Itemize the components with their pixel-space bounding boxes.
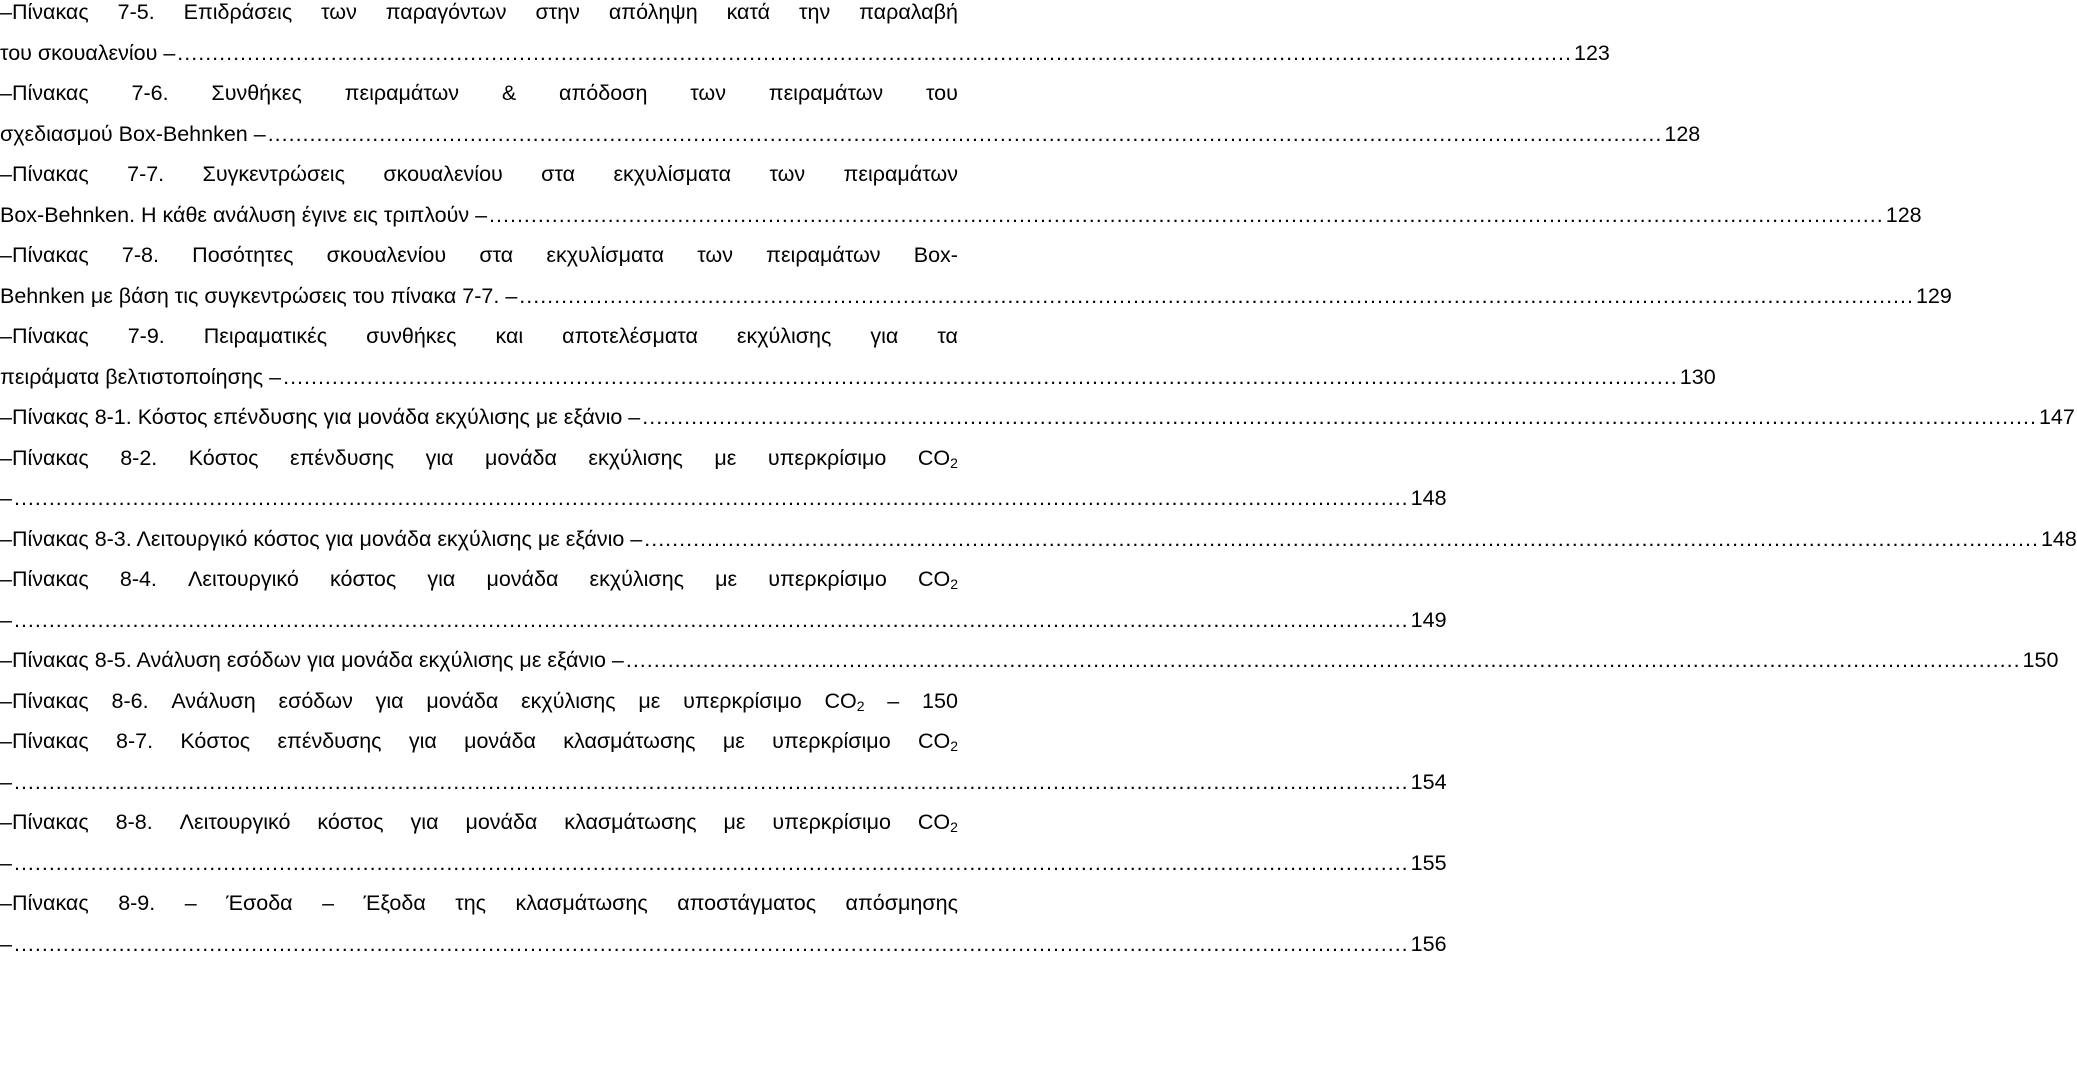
toc-word: μονάδα xyxy=(485,445,557,470)
dot-leader: ........................................................................................................................................................................................................ xyxy=(13,769,1409,794)
toc-entry-line xyxy=(0,405,2075,437)
toc-entry-line xyxy=(0,769,1447,802)
toc-word: μονάδα xyxy=(465,810,538,834)
toc-word: μονάδα xyxy=(464,729,536,753)
toc-entry-line xyxy=(0,850,1447,883)
toc-entry-line xyxy=(0,810,958,842)
toc-word: για xyxy=(410,810,439,834)
toc-word: κόστος xyxy=(317,810,384,834)
toc-word: εσόδων xyxy=(278,688,353,713)
toc-word: πειραμάτων xyxy=(344,81,460,105)
toc-word: Box- xyxy=(913,243,958,267)
toc-entry-text: – xyxy=(0,931,12,956)
toc-word: Συνθήκες xyxy=(211,81,302,105)
toc-entry-line xyxy=(0,931,1447,964)
toc-entry-line xyxy=(0,81,958,113)
dot-leader: ........................................................................................................................................................................................................ xyxy=(489,202,1884,227)
toc-entry-line xyxy=(0,324,958,356)
toc-word: των xyxy=(321,0,357,24)
toc-word: –Πίνακας xyxy=(0,162,89,186)
toc-word: τα xyxy=(937,324,958,348)
toc-word: εκχύλισης xyxy=(521,688,616,713)
toc-word: με xyxy=(722,729,745,753)
page-number: 128 xyxy=(1664,121,1701,146)
toc-word: Επιδράσεις xyxy=(183,0,293,24)
toc-word: Ποσότητες xyxy=(192,243,294,267)
toc-entry-line xyxy=(0,689,958,721)
page-number: 130 xyxy=(1679,364,1716,389)
toc-word: 8-2. xyxy=(120,445,158,470)
toc-word: αποτελέσματα xyxy=(562,324,698,348)
toc-word: επένδυσης xyxy=(290,445,395,470)
toc-word: –Πίνακας xyxy=(0,445,89,470)
toc-entry-text: Behnken με βάση τις συγκεντρώσεις του πίνακα 7-7. – xyxy=(0,283,518,308)
toc-word: –Πίνακας xyxy=(0,810,89,834)
toc-word: εκχύλισης xyxy=(736,324,832,348)
toc-word: σκουαλενίου xyxy=(383,162,503,186)
toc-word: απόληψη xyxy=(608,0,698,24)
toc-word: –Πίνακας xyxy=(0,243,89,267)
toc-word: & xyxy=(501,81,517,105)
toc-word: υπερκρίσιμο xyxy=(768,567,887,591)
toc-word: για xyxy=(425,445,454,470)
toc-word: 8-6. xyxy=(111,688,149,713)
dot-leader: ........................................................................................................................................................................................................ xyxy=(267,121,1663,146)
toc-entry-text: –Πίνακας 8-1. Κόστος επένδυσης για μονάδα εκχύλισης με εξάνιο – xyxy=(0,405,641,429)
toc-word: με xyxy=(715,567,738,591)
toc-entry-text: –Πίνακας 8-5. Ανάλυση εσόδων για μονάδα εκχύλισης με εξάνιο – xyxy=(0,648,624,672)
toc-word: των xyxy=(690,81,726,105)
toc-word: κλασμάτωσης xyxy=(515,891,648,915)
toc-entry-line xyxy=(0,364,1716,397)
page-number: 150 xyxy=(2022,648,2059,672)
toc-word: κλασμάτωσης xyxy=(564,810,697,834)
toc-word: πειραμάτων xyxy=(766,243,881,267)
toc-word: για xyxy=(427,567,456,591)
toc-entry-text: πειράματα βελτιστοποίησης – xyxy=(0,364,282,389)
toc-word: 8-8. xyxy=(115,810,153,834)
dot-leader: ........................................................................................................................................................................................................ xyxy=(13,607,1409,632)
toc-word: Κόστος xyxy=(188,445,259,470)
toc-entry-line xyxy=(0,526,2077,559)
dot-leader: ........................................................................................................................................................................................................ xyxy=(519,283,1914,308)
toc-word: συνθήκες xyxy=(366,324,457,348)
toc-word: κατά xyxy=(726,0,771,24)
toc-word: Έσοδα xyxy=(226,891,293,915)
toc-word: 7-5. xyxy=(117,0,155,24)
toc-entry-line xyxy=(0,283,1952,316)
toc-entry-text: – xyxy=(0,850,12,875)
toc-entry-text: – xyxy=(0,486,12,510)
toc-word: – xyxy=(184,891,197,915)
toc-word: 8-7. xyxy=(116,729,154,753)
toc-word: σκουαλενίου xyxy=(326,243,447,267)
dot-leader: ........................................................................................................................................................................................................ xyxy=(13,931,1409,956)
toc-word: της xyxy=(455,891,487,915)
toc-word: 8-9. xyxy=(118,891,156,915)
page-number: 147 xyxy=(2038,405,2075,429)
dot-leader: ........................................................................................................................................................................................................ xyxy=(177,40,1572,65)
toc-word: του xyxy=(925,81,958,105)
subscript-2: 2 xyxy=(950,819,958,835)
toc-word: πειραμάτων xyxy=(768,81,884,105)
toc-word: των xyxy=(769,162,806,186)
toc-entry-line xyxy=(0,607,1447,640)
toc-word: –Πίνακας xyxy=(0,729,89,753)
toc-word: –Πίνακας xyxy=(0,567,89,591)
toc-word: κόστος xyxy=(330,567,397,591)
toc-word: κλασμάτωσης xyxy=(563,729,696,753)
toc-entry-line xyxy=(0,202,1922,235)
toc-word: –Πίνακας xyxy=(0,0,89,24)
toc-word: Πειραματικές xyxy=(203,324,328,348)
dot-leader: ........................................................................................................................................................................................................ xyxy=(13,850,1409,875)
toc-word: $CO_2$ xyxy=(917,810,958,835)
toc-word: εκχύλισης xyxy=(588,445,683,470)
page-number: 154 xyxy=(1410,769,1447,794)
toc-entry-text: – xyxy=(0,769,12,794)
toc-word: 7-6. xyxy=(131,81,169,105)
toc-word: πειραμάτων xyxy=(843,162,958,186)
toc-entry-text: – xyxy=(0,607,12,632)
toc-word: 7-7. xyxy=(127,162,165,186)
toc-word: παραλαβή xyxy=(859,0,958,24)
dot-leader: ........................................................................................................................................................................................................ xyxy=(13,486,1409,510)
toc-entry-text: σχεδιασμού Box-Behnken – xyxy=(0,121,266,146)
page-number: 149 xyxy=(1410,607,1447,632)
toc-word: υπερκρίσιμο xyxy=(683,688,802,713)
toc-word: για xyxy=(870,324,899,348)
toc-word: την xyxy=(799,0,831,24)
toc-word: υπερκρίσιμο xyxy=(772,729,891,753)
dot-leader: ........................................................................................................................................................................................................ xyxy=(625,648,2021,672)
toc-word: παραγόντων xyxy=(385,0,507,24)
subscript-2: 2 xyxy=(950,738,958,754)
dot-leader: ........................................................................................................................................................................................................ xyxy=(642,405,2037,429)
toc-word: 7-9. xyxy=(127,324,165,348)
toc-word: 8-4. xyxy=(119,567,157,591)
toc-word: Κόστος xyxy=(180,729,251,753)
toc-word: 7-8. xyxy=(121,243,159,267)
toc-entry-line xyxy=(0,40,1610,73)
page-number: 155 xyxy=(1410,850,1447,875)
page-number: 148 xyxy=(2040,526,2077,551)
toc-word: Ανάλυση xyxy=(171,688,256,713)
toc-word: και xyxy=(495,324,524,348)
toc-entry-line xyxy=(0,729,958,761)
toc-word: υπερκρίσιμο xyxy=(772,810,891,834)
toc-word: –Πίνακας xyxy=(0,891,89,915)
toc-word: αποστάγματος xyxy=(677,891,817,915)
page-number: 129 xyxy=(1915,283,1952,308)
page-number: 156 xyxy=(1410,931,1447,956)
subscript-2: 2 xyxy=(950,454,958,471)
toc-word: $CO_2$ xyxy=(824,688,865,714)
page-number: 128 xyxy=(1885,202,1922,227)
toc-entry-line xyxy=(0,162,958,194)
toc-word: –Πίνακας xyxy=(0,324,89,348)
toc-word: –Πίνακας xyxy=(0,688,89,713)
toc-word: επένδυσης xyxy=(277,729,382,753)
toc-word: απόσμησης xyxy=(845,891,958,915)
toc-word: απόδοση xyxy=(559,81,648,105)
toc-word: με xyxy=(723,810,746,834)
toc-entry-text: του σκουαλενίου – xyxy=(0,40,176,65)
toc-word: για xyxy=(408,729,437,753)
toc-entry-line xyxy=(0,486,1447,518)
toc-entry-text: –Πίνακας 8-3. Λειτουργικό κόστος για μονάδα εκχύλισης με εξάνιο – xyxy=(0,526,643,551)
toc-word: με xyxy=(714,445,737,470)
toc-word: στην xyxy=(535,0,580,24)
toc-entry-text: Box-Behnken. Η κάθε ανάλυση έγινε εις τριπλούν – xyxy=(0,202,488,227)
toc-entry-line xyxy=(0,648,2059,680)
toc-word: εκχυλίσματα xyxy=(546,243,665,267)
toc-entry-line xyxy=(0,0,958,32)
toc-word: μονάδα xyxy=(426,688,499,713)
toc-word: $CO_2$ xyxy=(917,729,958,754)
toc-entry-line xyxy=(0,243,958,275)
page-number: 123 xyxy=(1573,40,1610,65)
toc-word: –Πίνακας xyxy=(0,81,89,105)
toc-word: Συγκεντρώσεις xyxy=(202,162,345,186)
toc-word: μονάδα xyxy=(486,567,559,591)
toc-word: Έξοδα xyxy=(363,891,426,915)
dot-leader: ........................................................................................................................................................................................................ xyxy=(283,364,1678,389)
toc-entry-line xyxy=(0,891,958,923)
toc-entry-line xyxy=(0,121,1701,154)
toc-word: Λειτουργικό xyxy=(179,810,291,834)
toc-word: – xyxy=(887,688,900,713)
subscript-2: 2 xyxy=(950,576,958,592)
page-number: 148 xyxy=(1410,486,1447,510)
toc-word: Λειτουργικό xyxy=(188,567,299,591)
toc-word: εκχύλισης xyxy=(589,567,685,591)
toc-word: των xyxy=(697,243,733,267)
toc-word: 150 xyxy=(922,688,958,713)
toc-word: στα xyxy=(541,162,576,186)
toc-word: για xyxy=(375,688,404,713)
toc-word: υπερκρίσιμο xyxy=(767,445,887,470)
toc-word: στα xyxy=(479,243,514,267)
toc-word: με xyxy=(638,688,661,713)
subscript-2: 2 xyxy=(856,697,865,714)
toc-entry-line xyxy=(0,446,958,478)
toc-word: $CO_2$ xyxy=(917,567,958,592)
toc-word: εκχυλίσματα xyxy=(613,162,732,186)
dot-leader: ........................................................................................................................................................................................................ xyxy=(644,526,2039,551)
toc-entry-line xyxy=(0,567,958,599)
toc-word: $CO_2$ xyxy=(917,445,958,471)
toc-word: – xyxy=(322,891,335,915)
